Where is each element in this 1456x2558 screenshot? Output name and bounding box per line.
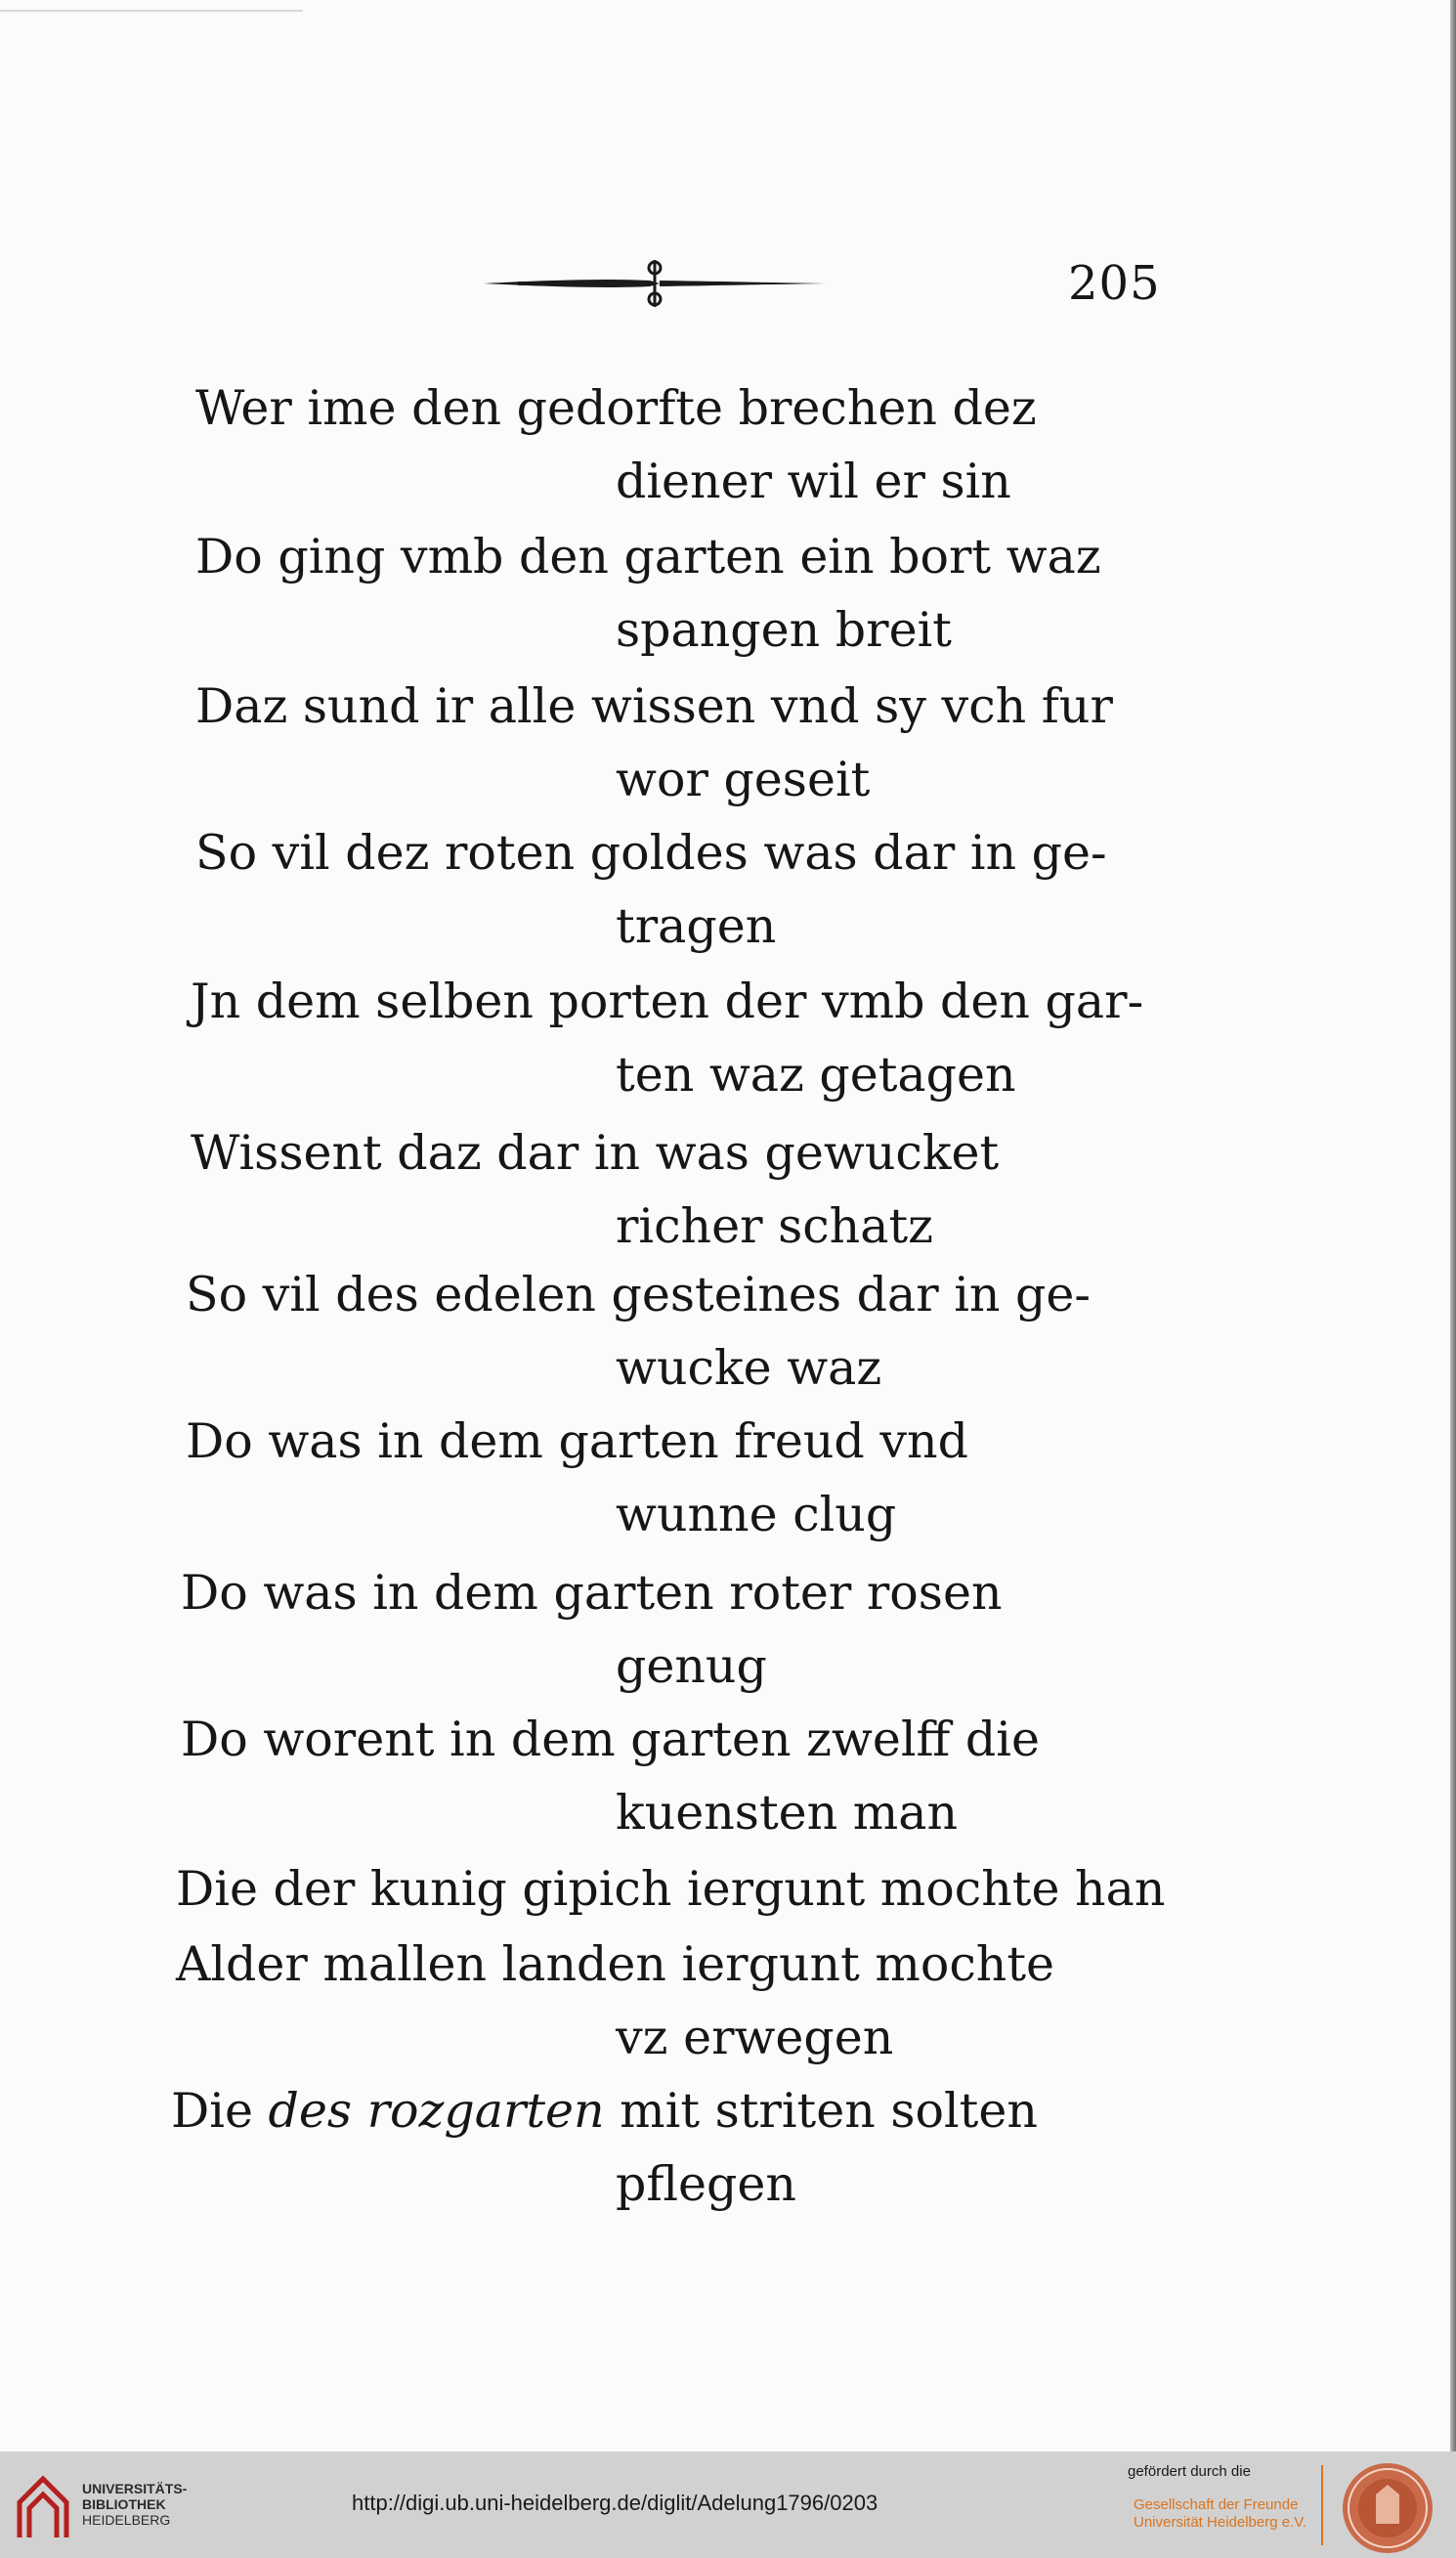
text-line bbox=[616, 2150, 796, 2219]
line-text: Jn dem selben porten der vmb den gar- bbox=[191, 974, 1144, 1029]
permalink-url[interactable]: http://digi.ub.uni-heidelberg.de/diglit/Adelung1796/0203 bbox=[352, 2491, 878, 2515]
emphasized-text: des rozgarten bbox=[268, 2083, 605, 2139]
line-text: tragen bbox=[616, 898, 777, 954]
line-text: vz erwegen bbox=[616, 2010, 894, 2065]
text-line bbox=[616, 1632, 767, 1701]
line-text: Die bbox=[171, 2083, 269, 2139]
sponsor-name-line: Gesellschaft der Freunde bbox=[1134, 2496, 1299, 2513]
line-text: wucke waz bbox=[616, 1340, 882, 1396]
sponsor-divider bbox=[1321, 2465, 1323, 2545]
line-text: So vil des edelen gesteines dar in ge- bbox=[186, 1267, 1091, 1322]
text-line bbox=[616, 746, 870, 814]
line-text: diener wil er sin bbox=[616, 454, 1011, 509]
sponsor-name-line: Universität Heidelberg e.V. bbox=[1134, 2514, 1307, 2531]
line-text: genug bbox=[616, 1638, 767, 1694]
line-text: Wissent daz dar in was gewucket bbox=[191, 1125, 1000, 1181]
text-line bbox=[616, 1481, 896, 1549]
text-line bbox=[186, 1261, 1091, 1329]
text-line bbox=[191, 968, 1143, 1036]
text-line bbox=[616, 448, 1011, 516]
text-line bbox=[191, 1119, 999, 1188]
text-line bbox=[186, 1408, 968, 1476]
text-line bbox=[616, 1334, 881, 1403]
university-seal-icon bbox=[1341, 2461, 1435, 2555]
library-name-line: HEIDELBERG bbox=[82, 2512, 171, 2528]
sponsor-name bbox=[1134, 2496, 1306, 2532]
text-line bbox=[176, 1930, 1054, 1999]
line-text: Die der kunig gipich iergunt mochte han bbox=[176, 1861, 1166, 1917]
scan-edge-mark bbox=[0, 10, 303, 12]
text-line bbox=[195, 374, 1037, 443]
text-line bbox=[616, 596, 952, 665]
text-line bbox=[171, 2077, 1038, 2146]
page-edge-shadow bbox=[1450, 0, 1456, 2451]
line-text: spangen breit bbox=[616, 602, 952, 658]
text-line bbox=[616, 892, 776, 961]
line-text: Do was in dem garten roter rosen bbox=[181, 1565, 1003, 1621]
library-logo-icon bbox=[16, 2473, 70, 2541]
line-text: pflegen bbox=[616, 2156, 796, 2212]
text-line bbox=[181, 1559, 1003, 1627]
text-line bbox=[195, 819, 1107, 888]
line-text: wor geseit bbox=[616, 752, 871, 807]
line-text: mit striten solten bbox=[604, 2083, 1038, 2139]
sponsor-label: gefördert durch die bbox=[1128, 2463, 1251, 2480]
header-ornament bbox=[479, 254, 831, 313]
library-name-line: BIBLIOTHEK bbox=[82, 2496, 166, 2512]
line-text: So vil dez roten goldes was dar in ge- bbox=[195, 825, 1107, 881]
line-text: Do worent in dem garten zwelff die bbox=[181, 1712, 1040, 1767]
text-line bbox=[616, 1041, 1016, 1109]
line-text: Wer ime den gedorfte brechen dez bbox=[195, 380, 1037, 436]
text-line bbox=[176, 1855, 1165, 1924]
line-text: Daz sund ir alle wissen vnd sy vch fur bbox=[195, 678, 1113, 734]
text-line bbox=[181, 1706, 1040, 1774]
viewer-footer bbox=[0, 2451, 1456, 2558]
line-text: Alder mallen landen iergunt mochte bbox=[176, 1936, 1055, 1992]
line-text: Do ging vmb den garten ein bort waz bbox=[195, 529, 1101, 585]
library-name-line: UNIVERSITÄTS- bbox=[82, 2481, 188, 2496]
library-name bbox=[82, 2481, 187, 2528]
text-line bbox=[616, 1779, 958, 1847]
text-line bbox=[616, 1192, 933, 1261]
page-number: 205 bbox=[1068, 256, 1161, 311]
line-text: kuensten man bbox=[616, 1785, 959, 1841]
line-text: Do was in dem garten freud vnd bbox=[186, 1413, 968, 1469]
line-text: wunne clug bbox=[616, 1487, 897, 1542]
text-line bbox=[195, 672, 1113, 741]
line-text: richer schatz bbox=[616, 1198, 933, 1254]
text-line bbox=[195, 523, 1101, 591]
text-line bbox=[616, 2004, 893, 2072]
line-text: ten waz getagen bbox=[616, 1047, 1016, 1103]
